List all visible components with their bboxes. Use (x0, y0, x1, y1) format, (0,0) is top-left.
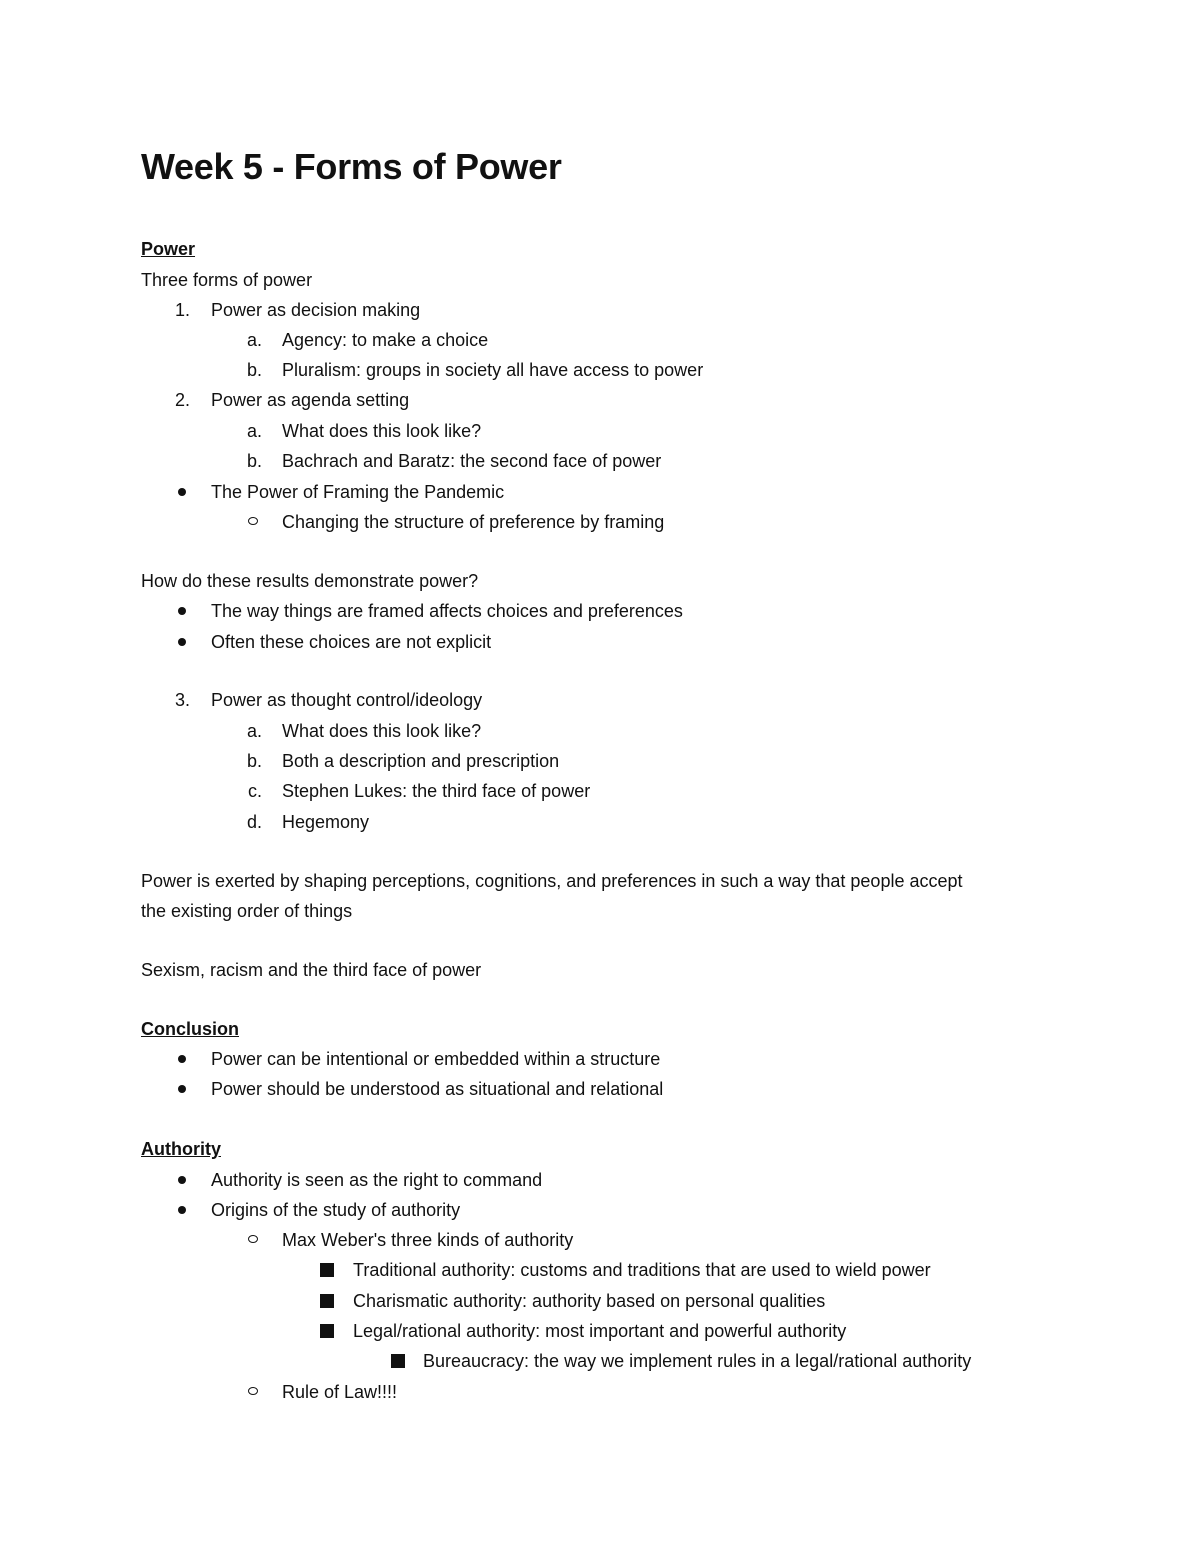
list-item (0, 385, 1200, 415)
list-item-text: Both a description and prescription (282, 751, 560, 771)
section-heading-authority: Authority (141, 1139, 221, 1159)
paragraph-line: Power is exerted by shaping perceptions, cognitions, and preferences in such a way that people accept (141, 871, 963, 891)
list-number: 2. (174, 390, 190, 410)
list-item (0, 325, 1200, 355)
bullet-dot-icon (178, 638, 186, 646)
bullet-text: Rule of Law!!!! (282, 1382, 398, 1402)
list-item (0, 776, 1200, 806)
paragraph-results-question: How do these results demonstrate power? (141, 571, 479, 591)
bullet-item (0, 1255, 1200, 1285)
list-letter: d. (246, 812, 262, 832)
list-item (0, 685, 1200, 715)
bullet-item (0, 1316, 1200, 1346)
list-item-text: Power as agenda setting (211, 390, 410, 410)
bullet-text: Origins of the study of authority (211, 1200, 461, 1220)
list-number: 3. (174, 690, 190, 710)
bullet-item (0, 627, 1200, 657)
bullet-text: Charismatic authority: authority based on personal qualities (353, 1291, 826, 1311)
bullet-text: Max Weber's three kinds of authority (282, 1230, 574, 1250)
bullet-text: The way things are framed affects choices and preferences (211, 601, 683, 621)
list-item-text: What does this look like? (282, 421, 482, 441)
bullet-item (0, 507, 1200, 537)
bullet-item (0, 1286, 1200, 1316)
section-heading-power: Power (141, 239, 196, 259)
list-item-text: Stephen Lukes: the third face of power (282, 781, 591, 801)
bullet-dot-icon (178, 1085, 186, 1093)
list-letter: a. (246, 330, 262, 350)
list-letter: b. (246, 451, 262, 471)
bullet-item (0, 1044, 1200, 1074)
bullet-ring-icon (248, 1235, 258, 1243)
bullet-item (0, 1346, 1200, 1376)
bullet-ring-icon (248, 517, 258, 525)
bullet-text: Traditional authority: customs and traditions that are used to wield power (353, 1260, 931, 1280)
bullet-text: Legal/rational authority: most important and powerful authority (353, 1321, 847, 1341)
bullet-dot-icon (178, 488, 186, 496)
list-item (0, 446, 1200, 476)
list-letter: b. (246, 751, 262, 771)
bullet-dot-icon (178, 1206, 186, 1214)
bullet-text: Often these choices are not explicit (211, 632, 492, 652)
list-item-text: Bachrach and Baratz: the second face of power (282, 451, 662, 471)
paragraph-three-forms: Three forms of power (141, 270, 313, 290)
bullet-item (0, 1165, 1200, 1195)
bullet-text: The Power of Framing the Pandemic (211, 482, 505, 502)
bullet-item (0, 596, 1200, 626)
bullet-text: Changing the structure of preference by framing (282, 512, 665, 532)
bullet-item (0, 1195, 1200, 1225)
list-item (0, 746, 1200, 776)
bullet-dot-icon (178, 1055, 186, 1063)
bullet-text: Power can be intentional or embedded within a structure (211, 1049, 661, 1069)
bullet-item (0, 1074, 1200, 1104)
list-item-text: Pluralism: groups in society all have access to power (282, 360, 704, 380)
bullet-item (0, 1225, 1200, 1255)
page-title: Week 5 - Forms of Power (141, 146, 562, 187)
bullet-square-icon (391, 1354, 405, 1368)
bullet-text: Authority is seen as the right to command (211, 1170, 543, 1190)
bullet-dot-icon (178, 607, 186, 615)
list-number: 1. (174, 300, 190, 320)
list-item-text: Power as thought control/ideology (211, 690, 483, 710)
bullet-square-icon (320, 1294, 334, 1308)
bullet-item (0, 1377, 1200, 1407)
bullet-text: Bureaucracy: the way we implement rules in a legal/rational authority (423, 1351, 972, 1371)
bullet-item (0, 477, 1200, 507)
list-letter: a. (246, 421, 262, 441)
bullet-square-icon (320, 1324, 334, 1338)
paragraph-line: the existing order of things (141, 901, 353, 921)
list-item-text: Hegemony (282, 812, 370, 832)
list-letter: c. (247, 781, 262, 801)
bullet-text: Power should be understood as situational and relational (211, 1079, 664, 1099)
list-item-text: Power as decision making (211, 300, 421, 320)
list-item-text: Agency: to make a choice (282, 330, 489, 350)
section-heading-conclusion: Conclusion (141, 1019, 239, 1039)
list-item (0, 295, 1200, 325)
list-letter: b. (246, 360, 262, 380)
list-item (0, 807, 1200, 837)
bullet-ring-icon (248, 1387, 258, 1395)
list-item-text: What does this look like? (282, 721, 482, 741)
paragraph-line: Sexism, racism and the third face of power (141, 960, 482, 980)
bullet-square-icon (320, 1263, 334, 1277)
list-item (0, 716, 1200, 746)
list-item (0, 416, 1200, 446)
list-letter: a. (246, 721, 262, 741)
list-item (0, 355, 1200, 385)
bullet-dot-icon (178, 1176, 186, 1184)
